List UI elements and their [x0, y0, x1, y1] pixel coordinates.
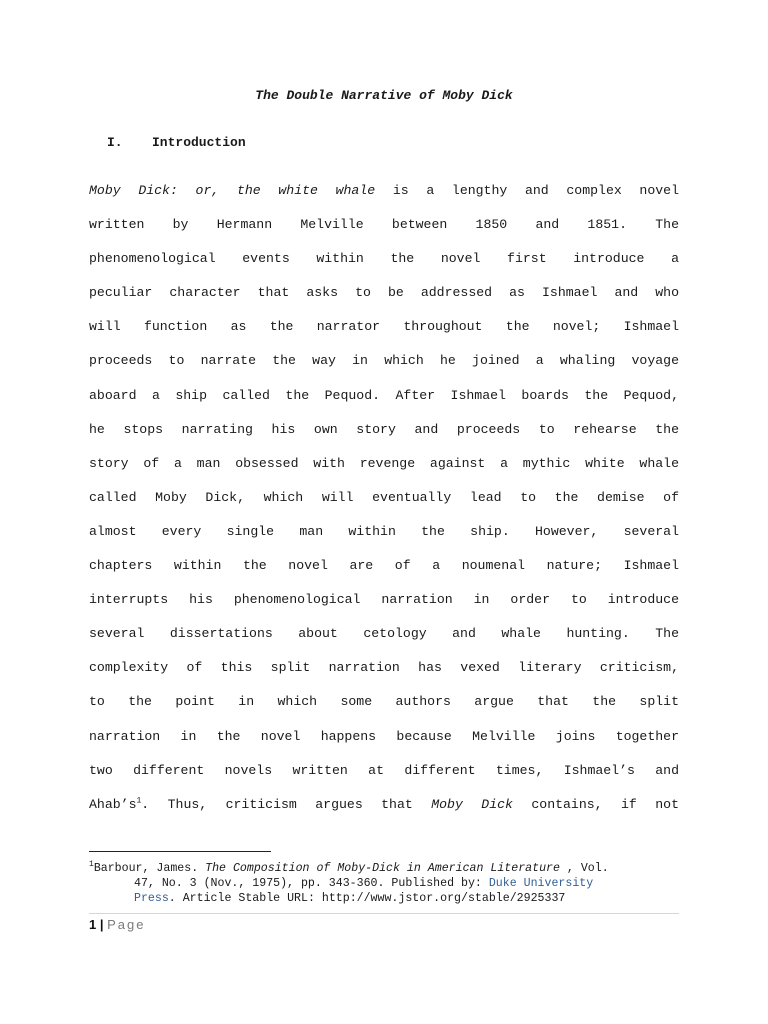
body-line: proceeds to narrate the way in which he joined a whaling voyage: [89, 353, 679, 369]
body-line: two different novels written at different times, Ishmael’s and: [89, 762, 679, 778]
footnote-line-1: [89, 861, 689, 876]
page-number: 1: [89, 917, 97, 932]
footnote-text: 47, No. 3 (Nov., 1975), pp. 343-360. Published by:: [134, 877, 489, 890]
book-title-italic: Moby Dick: [431, 796, 513, 812]
body-line: complexity of this split narration has vexed literary criticism,: [89, 660, 679, 676]
body-line: aboard a ship called the Pequod. After Ishmael boards the Pequod,: [89, 387, 679, 403]
body-line: narration in the novel happens because Melville joins together: [89, 728, 679, 744]
document-title: The Double Narrative of Moby Dick: [255, 88, 513, 103]
body-line: will function as the narrator throughout the novel; Ishmael: [89, 319, 679, 335]
footnote-book-title: The Composition of Moby-Dick in American Literature: [205, 862, 560, 875]
body-line: called Moby Dick, which will eventually lead to the demise of: [89, 489, 679, 505]
footnote-text: Barbour, James.: [93, 862, 206, 875]
page-footer: [89, 917, 146, 932]
body-line: peculiar character that asks to be addressed as Ishmael and who: [89, 285, 679, 301]
page-label: Page: [107, 917, 146, 932]
body-line: to the point in which some authors argue that the split: [89, 694, 679, 710]
section-title: Introduction: [152, 135, 246, 150]
section-heading: [107, 135, 246, 150]
body-line: several dissertations about cetology and whale hunting. The: [89, 626, 679, 642]
line-text: contains, if not: [512, 796, 679, 812]
line-text: . Thus, criticism argues that: [141, 796, 432, 812]
footnote-marker: 1: [89, 860, 94, 870]
footnote-line-3: [89, 891, 689, 906]
body-line: [89, 794, 679, 828]
body-line: story of a man obsessed with revenge against a mythic white whale: [89, 455, 679, 471]
section-number: I.: [107, 135, 123, 150]
body-line: he stops narrating his own story and proceeds to rehearse the: [89, 421, 679, 437]
footnote-text: . Article Stable URL: http://www.jstor.org/stable/2925337: [168, 892, 566, 905]
publisher-link[interactable]: Duke University: [488, 877, 594, 890]
body-line: [89, 180, 679, 214]
line-text: is a lengthy and complex novel: [375, 183, 679, 198]
footnote-reference[interactable]: 1: [136, 796, 142, 806]
body-line: written by Hermann Melville between 1850 and 1851. The: [89, 217, 679, 233]
footnote-separator: [89, 851, 271, 852]
footer-separator: |: [99, 917, 104, 932]
body-line: almost every single man within the ship. However, several: [89, 523, 679, 539]
body-line: phenomenological events within the novel first introduce a: [89, 251, 679, 267]
footer-divider: [89, 913, 679, 914]
footnote-text: , Vol.: [559, 862, 609, 875]
body-line: interrupts his phenomenological narration in order to introduce: [89, 592, 679, 608]
footnote: [89, 861, 689, 906]
line-text: Ahab’s: [89, 796, 137, 812]
publisher-link[interactable]: Press: [134, 892, 169, 905]
body-text: [89, 180, 679, 828]
body-line: chapters within the novel are of a noumenal nature; Ishmael: [89, 558, 679, 574]
book-title-italic: Moby Dick: or, the white whale: [89, 183, 376, 198]
footnote-line-2: [89, 876, 689, 891]
